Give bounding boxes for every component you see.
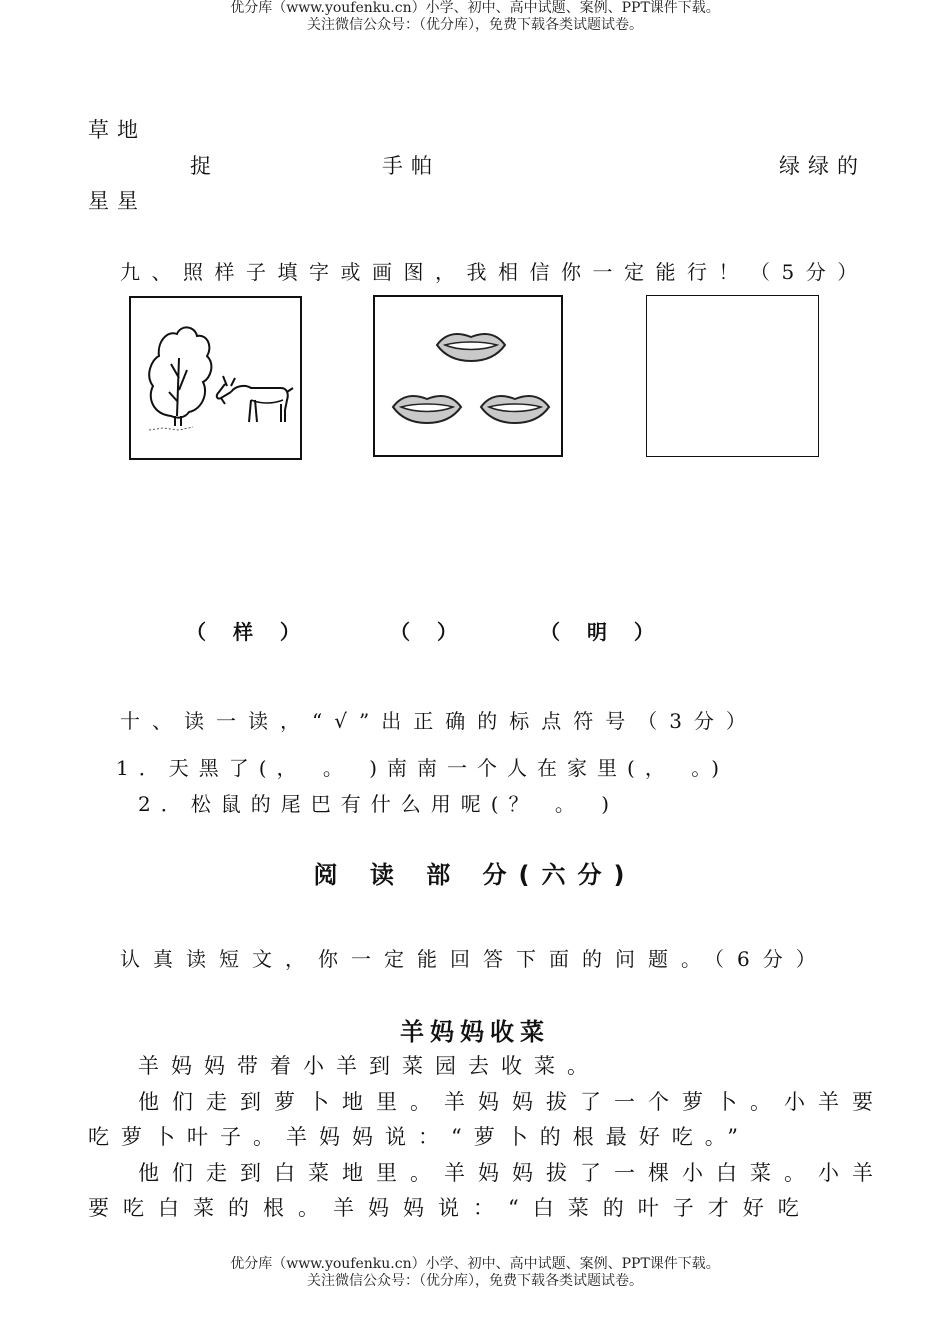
section10-title: 十、读一读，“√”出正确的标点符号（3分） [120, 709, 758, 733]
word-lvlvde: 绿绿的 [779, 154, 866, 178]
lips-icon-top [437, 334, 505, 361]
story-title: 羊妈妈收菜 [400, 1018, 550, 1046]
question-2: 2．松鼠的尾巴有什么用呢(？ 。 ) [138, 792, 620, 816]
section9-title: 九、照样子填字或画图，我相信你一定能行！（5分） [120, 260, 869, 284]
word-xingxing: 星星 [88, 189, 146, 213]
label-blank[interactable]: （ ） [390, 620, 467, 644]
lips-picture-box [373, 295, 563, 457]
word-shoupa: 手帕 [382, 154, 440, 178]
story-paragraph-2b: 吃萝卜叶子。羊妈妈说：“萝卜的根最好吃。” [88, 1125, 750, 1149]
story-paragraph-1: 羊妈妈带着小羊到菜园去收菜。 [138, 1054, 600, 1078]
lips-icon-right [481, 396, 549, 423]
reading-heading: 阅 读 部 分(六分) [313, 861, 637, 889]
header-line-2: 关注微信公众号：（优分库），免费下载各类试题试卷。 [307, 17, 643, 33]
story-paragraph-3b: 要吃白菜的根。羊妈妈说：“白菜的叶子才好吃 [88, 1196, 813, 1220]
lips-illustration [375, 297, 561, 455]
tree-goat-illustration [131, 298, 300, 458]
word-caodi: 草地 [88, 118, 146, 142]
question-1: 1．天黑了(， 。 )南南一个人在家里(， 。) [116, 756, 730, 780]
reading-instruction: 认真读短文，你一定能回答下面的问题。（6分） [120, 947, 829, 971]
story-paragraph-3a: 他们走到白菜地里。羊妈妈拔了一棵小白菜。小羊 [138, 1161, 886, 1185]
sample-picture-box [129, 296, 302, 460]
word-zhuo: 捉 [190, 154, 219, 178]
header-line-1: 优分库（www.youfenku.cn）小学、初中、高中试题、案例、PPT课件下载。 [230, 0, 720, 16]
story-paragraph-2a: 他们走到萝卜地里。羊妈妈拔了一个萝卜。小羊要 [138, 1090, 886, 1114]
footer-line-1: 优分库（www.youfenku.cn）小学、初中、高中试题、案例、PPT课件下载。 [230, 1256, 720, 1272]
lips-icon-left [393, 396, 461, 423]
label-yang: （ 样 ） [186, 620, 310, 644]
label-ming: （ 明 ） [540, 620, 664, 644]
drawing-answer-box[interactable] [646, 295, 819, 457]
footer-line-2: 关注微信公众号：（优分库），免费下载各类试题试卷。 [307, 1273, 643, 1289]
